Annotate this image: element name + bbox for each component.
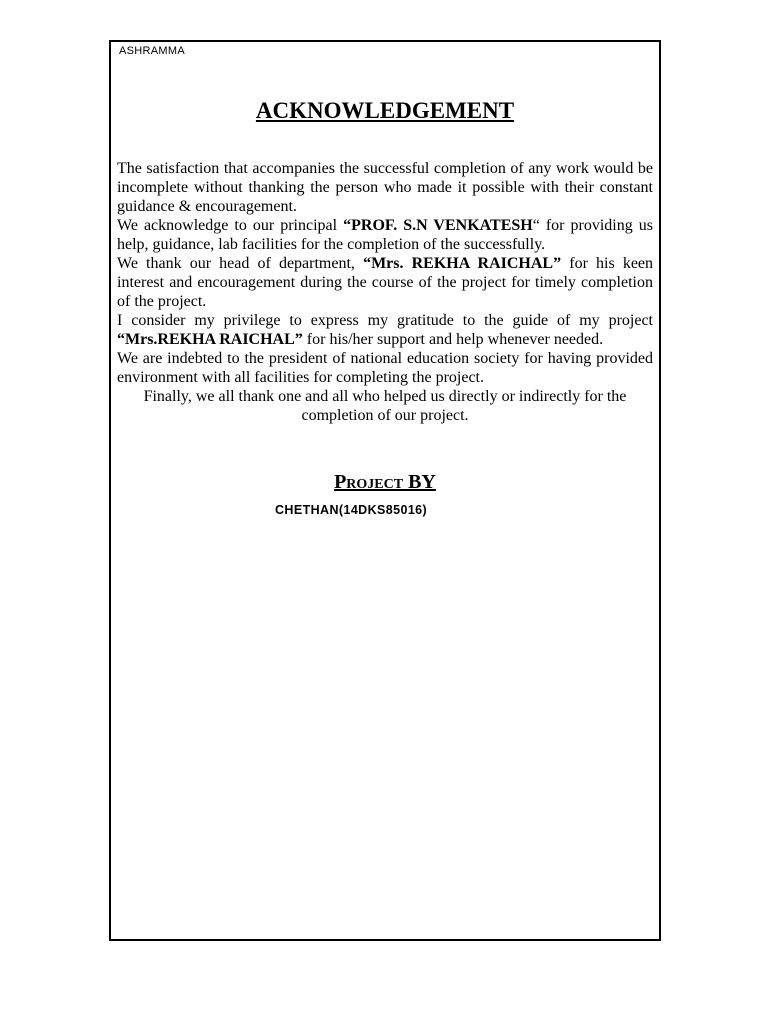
acknowledgement-body: [117, 159, 653, 425]
principal-text-post: “ for providing us help, guidance, lab facilities for the completion of the successfully.: [117, 217, 654, 253]
paragraph-principal: [117, 216, 653, 254]
header-label: ASHRAMMA: [119, 45, 185, 57]
guide-name: “Mrs.REKHA RAICHAL”: [117, 331, 303, 348]
page-title: ACKNOWLEDGEMENT: [255, 98, 515, 123]
project-by-heading: Project BY: [334, 471, 436, 493]
paragraph-closing: Finally, we all thank one and all who helped us directly or indirectly for the completion of our project.: [143, 388, 627, 424]
page-frame: [109, 40, 661, 941]
paragraph-hod: [117, 254, 653, 311]
paragraph-president: We are indebted to the president of national education society for having provided environment with all facilities for completing the project.: [117, 350, 653, 386]
author-name: CHETHAN(14DKS85016): [275, 503, 428, 517]
guide-text-post: for his/her support and help whenever needed.: [302, 331, 604, 348]
paragraph-guide: [117, 311, 653, 349]
paragraph-satisfaction: The satisfaction that accompanies the successful completion of any work would be incomplete without thanking the person who made it possible with their constant guidance & encouragement.: [117, 160, 653, 215]
hod-name: “Mrs. REKHA RAICHAL”: [363, 255, 562, 272]
hod-text-pre: We thank our head of department,: [117, 255, 364, 272]
hod-text-post: for his keen interest and encouragement during the course of the project for timely completion of the project.: [117, 255, 654, 310]
principal-name: “PROF. S.N VENKATESH: [343, 217, 533, 234]
principal-text-pre: We acknowledge to our principal: [117, 217, 344, 234]
guide-text-pre: I consider my privilege to express my gratitude to the guide of my project: [117, 312, 653, 329]
